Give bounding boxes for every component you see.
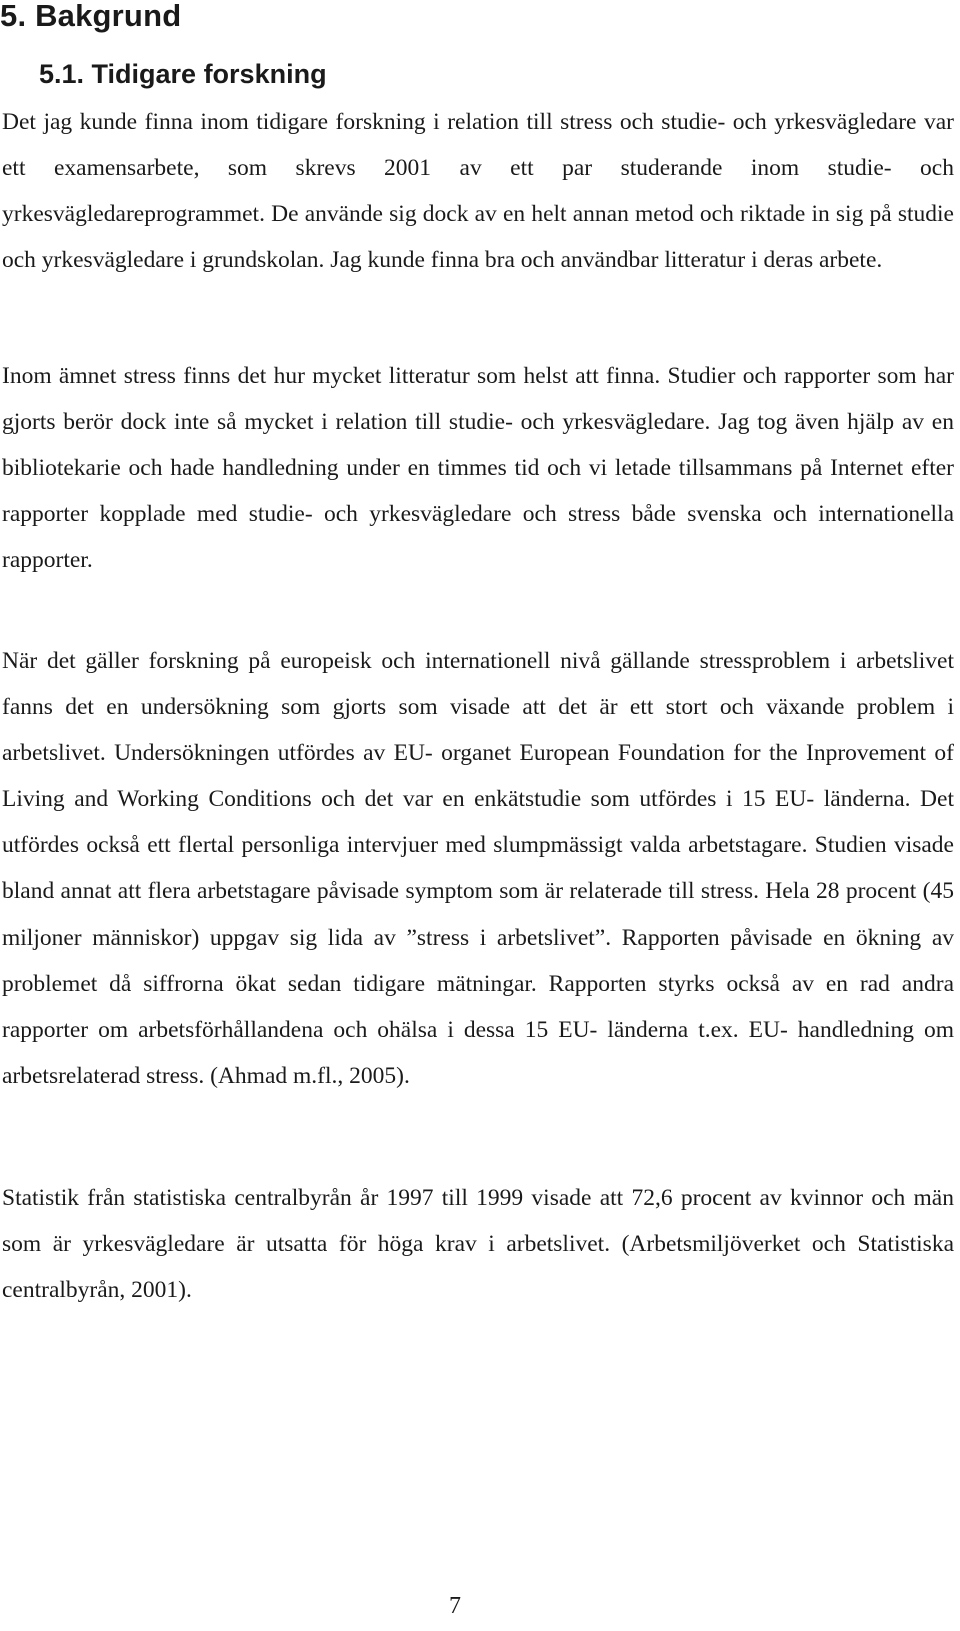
paragraph-european-research: När det gäller forskning på europeisk och internationell nivå gällande stressproblem i arbetslivet fanns det en undersökning som gjorts som visade att det är ett stort och växande problem i arbetslivet. Undersökningen utfördes av EU- organet European Foundation for the Inprovement of Living and Working Conditions och det var en enkätstudie som utfördes i 15 EU- länderna. Det utfördes också ett flertal personliga intervjuer med slumpmässigt valda arbetstagare. Studien visade bland annat att flera arbetstagare påvisade symptom som är relaterade till stress. Hela 28 procent (45 miljoner människor) uppgav sig lida av ”stress i arbetslivet”. Rapporten påvisade en ökning av problemet då siffrorna ökat sedan tidigare mätningar. Rapporten styrks också av en rad andra rapporter om arbetsförhållandena och ohälsa i dessa 15 EU- länderna t.ex. EU- handledning om arbetsrelaterad stress. (Ahmad m.fl., 2005). bbox=[2, 648, 954, 1089]
paragraph-stress-literature: Inom ämnet stress finns det hur mycket litteratur som helst att finna. Studier och rapporter som har gjorts berör dock inte så mycket i relation till studie- och yrkesvägledare. Jag tog även hjälp av en bibliotekarie och hade handledning under en timmes tid och vi letade tillsammans på Internet efter rapporter kopplade med studie- och yrkesvägledare och stress både svenska och internationella rapporter. bbox=[2, 363, 954, 574]
paragraph-statistics: Statistik från statistiska centralbyrån år 1997 till 1999 visade att 72,6 procent av kvinnor och män som är yrkesvägledare är utsatta för höga krav i arbetslivet. (Arbetsmiljöverket och Statistiska centralbyrån, 2001). bbox=[2, 1185, 954, 1304]
paragraph-previous-research: Det jag kunde finna inom tidigare forskning i relation till stress och studie- och yrkesvägledare var ett examensarbete, som skrevs 2001 av ett par studerande inom studie- och yrkesvägledareprogrammet. De använde sig dock av en helt annan metod och riktade in sig på studie och yrkesvägledare i grundskolan. Jag kunde finna bra och användbar litteratur i deras arbete. bbox=[2, 109, 954, 274]
page-number: 7 bbox=[449, 1593, 461, 1619]
section-heading: 5. Bakgrund bbox=[0, 0, 182, 33]
subsection-heading: 5.1. Tidigare forskning bbox=[39, 59, 327, 89]
